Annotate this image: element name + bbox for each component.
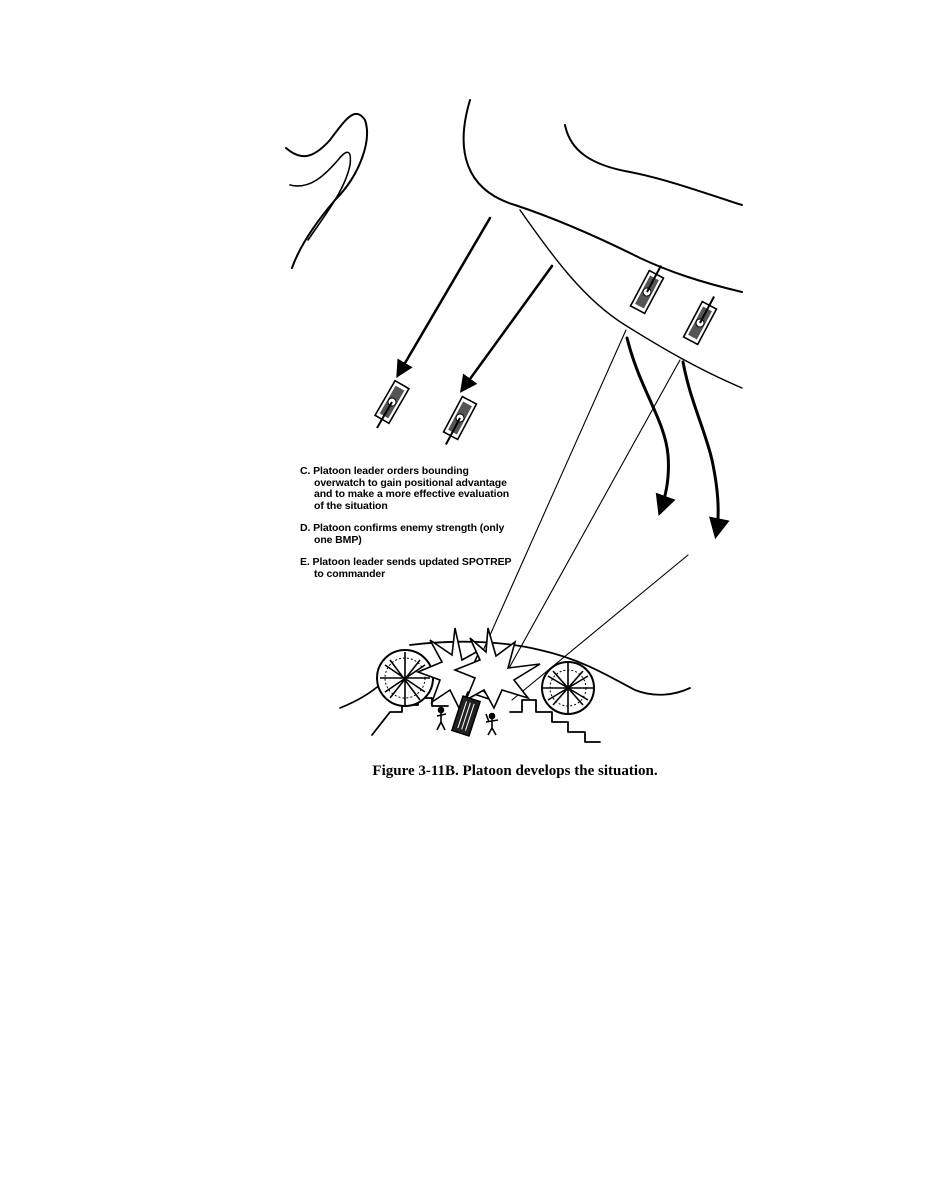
note-e: E. Platoon leader sends updated SPOTREP to commander <box>300 556 512 580</box>
soldier-icon-right <box>486 714 498 736</box>
movement-arrow-left-2 <box>462 266 552 390</box>
line-of-sight-2 <box>498 360 680 688</box>
figure-caption: Figure 3-11B. Platoon develops the situation. <box>372 763 658 779</box>
line-of-sight-3 <box>512 555 688 700</box>
note-c: C. Platoon leader orders bounding overwatch to gain positional advantage and to make a more effective evaluation of the situation <box>300 465 510 512</box>
contour-line-ridge <box>464 100 742 292</box>
tank-icon-left-2 <box>439 397 477 449</box>
diagram-notes <box>300 466 515 591</box>
tank-icon-left-1 <box>370 381 409 432</box>
movement-arrow-left-1 <box>398 218 490 375</box>
phase-line <box>520 210 742 388</box>
contour-line-upper-left <box>286 114 367 268</box>
soldier-icon-left <box>437 708 446 731</box>
tree-icon-right <box>542 662 594 714</box>
tree-icon-left <box>377 650 433 706</box>
note-d: D. Platoon confirms enemy strength (only one BMP) <box>300 522 505 546</box>
tank-icon-right-1 <box>631 262 669 314</box>
explosion-burst-2 <box>455 628 540 708</box>
bounding-arrow-right-2 <box>683 362 718 535</box>
contour-line-upper-left-inner <box>290 152 350 240</box>
bounding-arrow-right-1 <box>627 338 668 512</box>
tank-icon-right-2 <box>684 293 722 345</box>
contour-line-upper-right <box>565 125 742 205</box>
